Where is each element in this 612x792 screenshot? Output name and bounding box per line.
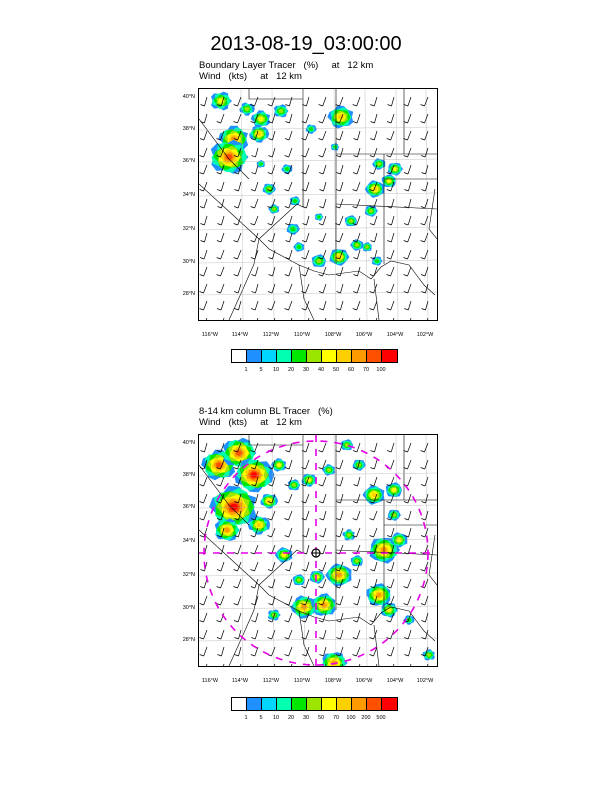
tracer-blob xyxy=(388,510,401,521)
panel2-colorbar xyxy=(231,697,398,711)
colorbar-box xyxy=(337,350,352,362)
lon-label: 114°W xyxy=(231,332,249,338)
lat-label: 28°N xyxy=(182,291,195,297)
colorbar-label: 70 xyxy=(362,367,370,373)
lat-label: 30°N xyxy=(182,605,195,611)
lat-label: 36°N xyxy=(182,504,195,510)
colorbar-label: 40 xyxy=(317,367,325,373)
tracer-blob xyxy=(293,242,304,252)
lat-label: 40°N xyxy=(182,440,195,446)
lon-label: 112°W xyxy=(262,332,280,338)
tracer-blob xyxy=(327,105,353,128)
colorbar-box xyxy=(277,350,292,362)
colorbar-box xyxy=(322,698,337,710)
colorbar-label: 1 xyxy=(244,715,248,721)
tracer-blob xyxy=(351,555,363,566)
panel1-subtitle-line2: Wind (kts) at 12 km xyxy=(199,71,302,82)
tracer-blob xyxy=(381,603,398,618)
lon-label: 106°W xyxy=(355,678,373,684)
lat-label: 32°N xyxy=(182,226,195,232)
colorbar-label: 50 xyxy=(317,715,325,721)
tracer-blob xyxy=(365,206,378,217)
tracer-blob xyxy=(268,204,279,214)
colorbar-box xyxy=(367,698,382,710)
colorbar-label: 1 xyxy=(244,367,248,373)
lon-label: 114°W xyxy=(231,678,249,684)
tracer-blob xyxy=(363,485,385,505)
lon-label: 104°W xyxy=(386,678,404,684)
colorbar-label: 500 xyxy=(376,715,386,721)
colorbar-box xyxy=(307,698,322,710)
colorbar-box xyxy=(352,350,367,362)
tracer-blob xyxy=(423,649,435,660)
colorbar-box xyxy=(232,698,247,710)
colorbar-box xyxy=(277,698,292,710)
colorbar-box xyxy=(247,350,262,362)
panel1-map-svg xyxy=(199,89,437,320)
lat-label: 38°N xyxy=(182,126,195,132)
state-borders xyxy=(199,89,437,320)
colorbar-box xyxy=(382,350,397,362)
colorbar-label: 10 xyxy=(272,715,280,721)
panel2-map-svg xyxy=(199,435,437,666)
tracer-blob xyxy=(362,242,372,251)
tracer-blob xyxy=(287,224,300,235)
panel2-subtitle-line1: 8-14 km column BL Tracer (%) xyxy=(199,406,333,417)
tracer-blob xyxy=(310,571,325,584)
tracer-blob xyxy=(350,239,363,251)
lat-label: 28°N xyxy=(182,637,195,643)
panel2-map xyxy=(198,434,438,667)
tracer-blob xyxy=(342,529,355,540)
colorbar-box xyxy=(247,698,262,710)
lon-label: 110°W xyxy=(293,332,311,338)
colorbar-label: 70 xyxy=(332,715,340,721)
panel1-colorbar xyxy=(231,349,398,363)
colorbar-box xyxy=(307,350,322,362)
tracer-blob xyxy=(302,474,317,487)
tracer-blob xyxy=(239,102,255,115)
tracer-blob xyxy=(211,92,232,111)
tracer-blob xyxy=(315,213,324,221)
lon-label: 102°W xyxy=(416,678,434,684)
colorbar-box xyxy=(337,698,352,710)
panel1-map xyxy=(198,88,438,321)
lat-label: 40°N xyxy=(182,94,195,100)
colorbar-label: 10 xyxy=(272,367,280,373)
lon-label: 102°W xyxy=(416,332,434,338)
colorbar-box xyxy=(352,698,367,710)
colorbar-label: 20 xyxy=(287,367,295,373)
colorbar-box xyxy=(322,350,337,362)
lon-label: 116°W xyxy=(201,332,219,338)
colorbar-label: 100 xyxy=(376,367,386,373)
tracer-blob xyxy=(288,479,301,490)
tracer-blob xyxy=(306,124,317,133)
lat-label: 32°N xyxy=(182,572,195,578)
colorbar-box xyxy=(262,698,277,710)
main-title: 2013-08-19_03:00:00 xyxy=(210,33,402,55)
tracer-blob xyxy=(275,547,293,563)
colorbar-label: 5 xyxy=(259,367,263,373)
lon-label: 108°W xyxy=(324,678,342,684)
lon-label: 112°W xyxy=(262,678,280,684)
colorbar-label: 50 xyxy=(332,367,340,373)
colorbar-box xyxy=(382,698,397,710)
colorbar-label: 200 xyxy=(361,715,371,721)
tracer-blob xyxy=(293,574,305,585)
colorbar-label: 5 xyxy=(259,715,263,721)
tracer-blob xyxy=(251,110,270,127)
colorbar-box xyxy=(292,698,307,710)
colorbar-label: 100 xyxy=(346,715,356,721)
tracer-blob xyxy=(372,257,383,266)
graticule xyxy=(199,89,437,320)
tracer-blob xyxy=(249,126,269,143)
colorbar-box xyxy=(262,350,277,362)
panel1-subtitle-line1: Boundary Layer Tracer (%) at 12 km xyxy=(199,60,374,71)
lat-label: 34°N xyxy=(182,538,195,544)
lon-label: 106°W xyxy=(355,332,373,338)
colorbar-label: 30 xyxy=(302,715,310,721)
lat-label: 36°N xyxy=(182,158,195,164)
tracer-blob xyxy=(325,563,351,587)
tracer-blob xyxy=(330,249,350,266)
lat-label: 38°N xyxy=(182,472,195,478)
colorbar-label: 60 xyxy=(347,367,355,373)
lon-label: 116°W xyxy=(201,678,219,684)
colorbar-label: 30 xyxy=(302,367,310,373)
colorbar-box xyxy=(367,350,382,362)
tracer-blob xyxy=(260,494,278,509)
colorbar-box xyxy=(232,350,247,362)
lon-label: 110°W xyxy=(293,678,311,684)
lat-label: 30°N xyxy=(182,259,195,265)
colorbar-box xyxy=(292,350,307,362)
panel2-subtitle-line2: Wind (kts) at 12 km xyxy=(199,417,302,428)
colorbar-label: 20 xyxy=(287,715,295,721)
lon-label: 104°W xyxy=(386,332,404,338)
tracer-blob xyxy=(274,104,289,117)
lon-label: 108°W xyxy=(324,332,342,338)
tracer-blob xyxy=(331,143,339,151)
radar-site-marker xyxy=(312,549,320,557)
lat-label: 34°N xyxy=(182,192,195,198)
